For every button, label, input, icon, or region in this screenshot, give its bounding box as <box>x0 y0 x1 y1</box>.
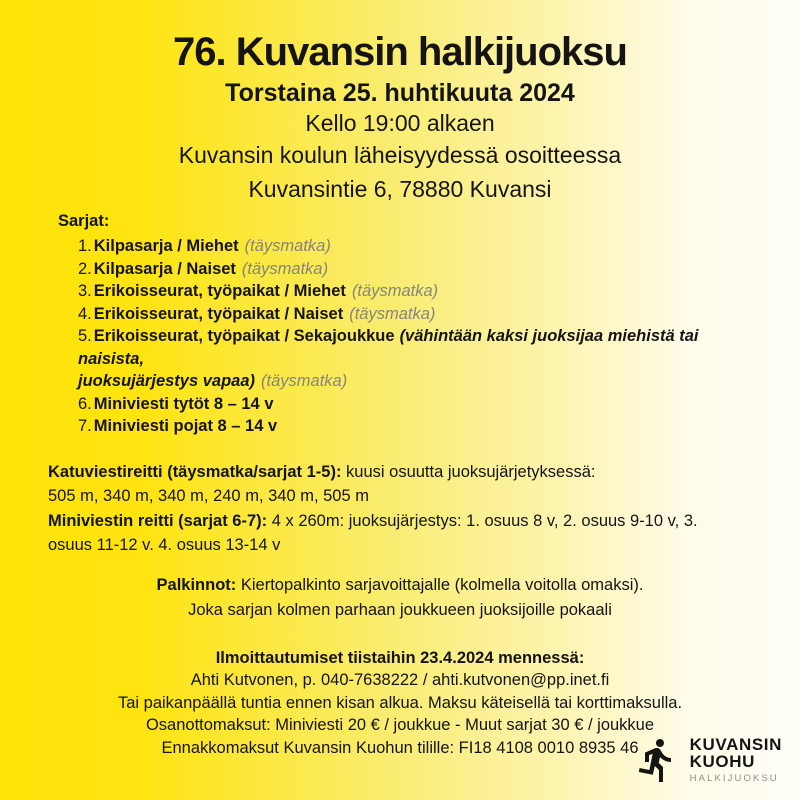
series-section <box>58 210 800 438</box>
prizes-section <box>0 573 800 623</box>
kuvansin-kuohu-logo <box>633 734 782 786</box>
series-item <box>78 280 758 303</box>
registration-fees-line: Osanottomaksut: Miniviesti 20 € / joukkue - Muut sarjat 30 € / joukkue <box>145 716 655 734</box>
prizes-text: Kiertopalkinto sarjavoittajalle (kolmella voitolla omaksi). <box>236 575 644 594</box>
event-location-line2: Kuvansintie 6, 78880 Kuvansi <box>248 176 552 202</box>
runner-icon <box>633 734 681 786</box>
series-item-number: 1. <box>78 237 92 255</box>
series-item <box>78 258 758 281</box>
series-item-note: (täysmatka) <box>351 282 439 300</box>
logo-text <box>690 736 782 784</box>
poster-header <box>0 0 800 204</box>
series-item-number: 6. <box>78 394 92 413</box>
route-line-katuviesti <box>48 460 768 485</box>
logo-name-line1: KUVANSIN <box>689 735 782 754</box>
series-item <box>78 415 758 438</box>
series-item-label: Kilpasarja / Miehet <box>93 237 239 255</box>
route-katuviesti-text: kuusi osuutta juoksujärjetyksessä: <box>341 462 596 481</box>
series-item-number: 7. <box>78 417 92 435</box>
registration-bank-line: Ennakkomaksut Kuvansin Kuohun tilille: FI18 4108 0010 8935 46 <box>161 738 639 757</box>
series-item-label: Miniviesti tytöt 8 – 14 v <box>93 394 274 413</box>
series-item-note: (täysmatka) <box>349 304 436 323</box>
route-distances: 505 m, 340 m, 340 m, 240 m, 340 m, 505 m <box>48 487 369 505</box>
route-katuviesti-label: Katuviestireitti (täysmatka/sarjat 1-5): <box>48 462 342 481</box>
series-list <box>58 235 758 438</box>
logo-subtitle: HALKIJUOKSU <box>689 773 779 784</box>
series-item-number: 2. <box>78 259 92 278</box>
route-miniviesti-text: 4 x 260m: juoksujärjestys: 1. osuus 8 v, 2. osuus 9-10 v, 3. <box>267 511 698 530</box>
routes-section <box>48 460 768 558</box>
event-time: Kello 19:00 alkaen <box>305 110 495 136</box>
series-item-label: Erikoisseurat, työpaikat / Sekajoukkue <box>93 327 395 345</box>
prizes-label: Palkinnot: <box>156 575 237 594</box>
series-item-note: (täysmatka) <box>261 372 348 390</box>
logo-name-line2: KUOHU <box>689 752 756 771</box>
series-item-label: Kilpasarja / Naiset <box>93 259 236 278</box>
series-item-note: (täysmatka) <box>241 259 329 278</box>
event-title: 76. Kuvansin halkijuoksu <box>173 30 627 74</box>
event-date: Torstaina 25. huhtikuuta 2024 <box>225 79 575 107</box>
series-item-number: 4. <box>78 304 92 323</box>
prizes-line2: Joka sarjan kolmen parhaan joukkueen juoksijoille pokaali <box>188 600 612 619</box>
series-item-number: 3. <box>78 282 92 300</box>
route-miniviesti-label: Miniviestin reitti (sarjat 6-7): <box>48 511 268 530</box>
series-item-note: (täysmatka) <box>244 237 331 255</box>
series-item <box>78 393 758 416</box>
series-item-label: Miniviesti pojat 8 – 14 v <box>93 417 278 435</box>
route-line-miniviesti-cont: osuus 11-12 v. 4. osuus 13-14 v <box>48 536 281 554</box>
registration-heading: Ilmoittautumiset tiistaihin 23.4.2024 mennessä: <box>215 648 585 667</box>
series-item <box>78 235 758 258</box>
event-location-line1: Kuvansin koulun läheisyydessä osoitteessa <box>178 142 622 168</box>
route-line-miniviesti <box>48 509 768 534</box>
series-item-label: Erikoisseurat, työpaikat / Miehet <box>93 282 346 300</box>
registration-contact-line: Ahti Kutvonen, p. 040-7638222 / ahti.kutvonen@pp.inet.fi <box>190 671 610 689</box>
series-heading: Sarjat: <box>58 212 110 230</box>
registration-onsite-line: Tai paikanpäällä tuntia ennen kisan alkua. Maksu käteisellä tai korttimaksulla. <box>117 693 683 712</box>
prizes-line1 <box>0 573 800 598</box>
series-item-number: 5. <box>78 327 92 345</box>
series-item-label: Erikoisseurat, työpaikat / Naiset <box>93 304 344 323</box>
series-item-detail: (vähintään kaksi juoksijaa miehistä tai naisista, <box>78 327 699 368</box>
series-item <box>78 325 758 393</box>
series-item <box>78 303 758 326</box>
series-item-detail: juoksujärjestys vapaa) <box>78 372 256 390</box>
